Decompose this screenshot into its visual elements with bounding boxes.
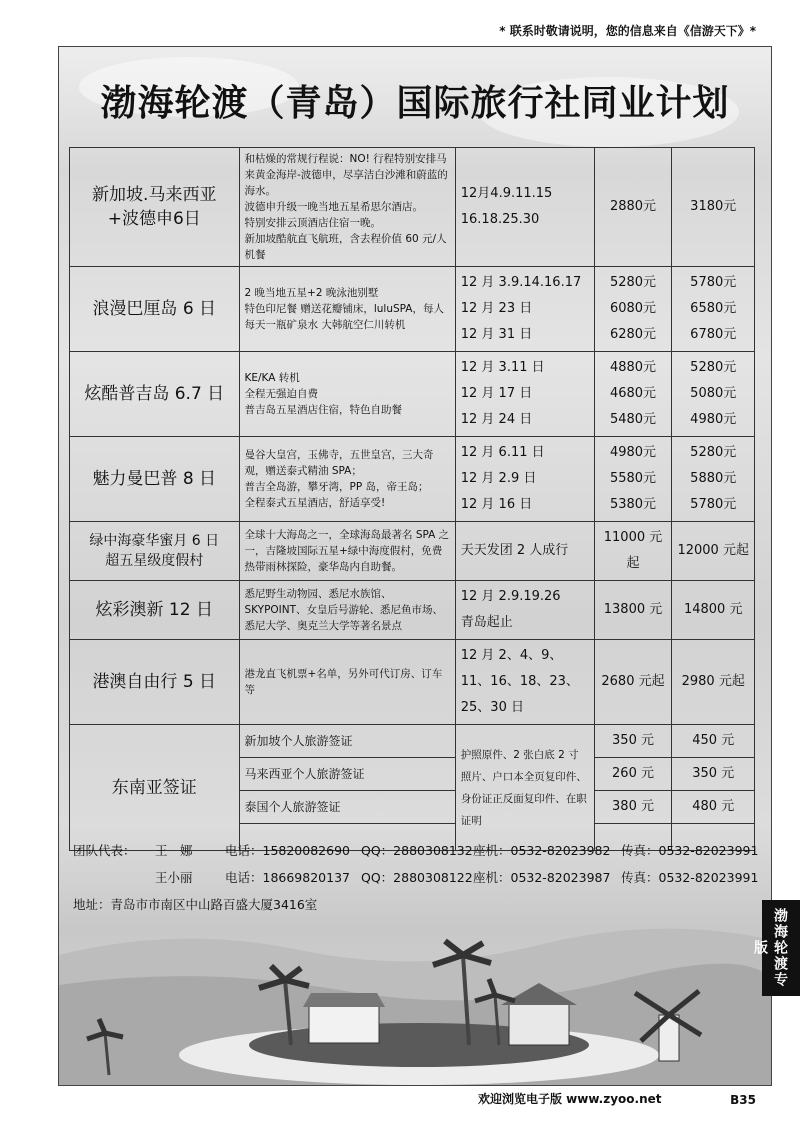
address: 地址：青岛市市南区中山路百盛大厦3416室 xyxy=(73,897,318,912)
table-row xyxy=(70,352,755,437)
text-line: 港龙直飞机票+名单，另外可代订房、订车等 xyxy=(244,668,443,696)
peer-price xyxy=(594,267,672,352)
retail-price xyxy=(672,352,755,437)
text-line: 5380元 xyxy=(609,497,657,512)
text-line: 12 月 24 日 xyxy=(460,412,533,427)
text-line: 12 月 17 日 xyxy=(460,386,533,401)
text-line: 12 月 2.9.19.26 xyxy=(460,589,561,604)
retail-price xyxy=(672,791,755,824)
contact-row xyxy=(73,864,763,891)
text-line: 2980 元起 xyxy=(681,674,745,689)
contact-label: 团队代表： xyxy=(73,843,136,858)
text-line: 12 月 31 日 xyxy=(460,327,533,342)
text-line: 12 月 2、4、9、11、16、18、23、25、30 日 xyxy=(460,648,579,715)
text-line: 5280元 xyxy=(690,360,737,375)
route-name xyxy=(70,352,240,437)
visa-category xyxy=(70,725,240,851)
route-name xyxy=(70,640,240,725)
route-description xyxy=(239,352,455,437)
retail-price xyxy=(672,758,755,791)
peer-price xyxy=(594,758,672,791)
text-line: 3180元 xyxy=(690,199,737,214)
text-line: 护照原件、2 张白底 2 寸照片、户口本全页复印件、身份证正反面复印件、在职证明 xyxy=(460,748,587,827)
table-row xyxy=(70,581,755,640)
text-line: 6580元 xyxy=(690,301,737,316)
visa-name xyxy=(239,725,455,758)
text-line: 泰国个人旅游签证 xyxy=(244,800,341,814)
route-description xyxy=(239,267,455,352)
plan-panel xyxy=(58,46,772,1086)
text-line: 5280元 xyxy=(609,275,657,290)
retail-price xyxy=(672,725,755,758)
text-line: 起 xyxy=(626,556,640,571)
table-row xyxy=(70,148,755,267)
contact-phone[interactable]: 电话：18669820137 xyxy=(225,870,350,885)
text-line: 绿中海豪华蜜月 6 日 xyxy=(89,533,220,549)
text-line: 4880元 xyxy=(609,360,657,375)
retail-price xyxy=(672,581,755,640)
text-line: 5580元 xyxy=(609,471,657,486)
text-line: 特别安排云顶酒店住宿一晚。 xyxy=(244,217,381,229)
visa-name xyxy=(239,791,455,824)
visa-row xyxy=(70,725,755,758)
visa-requirements xyxy=(455,725,594,851)
text-line: 马来西亚个人旅游签证 xyxy=(244,767,365,781)
peer-price xyxy=(594,640,672,725)
departure-dates xyxy=(455,581,594,640)
text-line: 5780元 xyxy=(690,497,737,512)
text-line: 12月4.9.11.15 xyxy=(460,186,553,201)
page-title: 渤海轮渡（青岛）国际旅行社同业计划 xyxy=(100,83,730,124)
text-line: 260 元 xyxy=(612,766,654,781)
text-line: 浪漫巴厘岛 6 日 xyxy=(92,299,217,319)
peer-price xyxy=(594,581,672,640)
text-line: 5880元 xyxy=(690,471,737,486)
peer-price xyxy=(594,148,672,267)
text-line: 每天一瓶矿泉水 大韩航空仁川转机 xyxy=(244,319,406,331)
page-number: B35 xyxy=(730,1093,756,1107)
text-line: 新加坡酷航直飞航班，含去程价值 60 元/人机餐 xyxy=(244,233,447,261)
route-name xyxy=(70,581,240,640)
peer-price xyxy=(594,522,672,581)
departure-dates xyxy=(455,352,594,437)
text-line: 4980元 xyxy=(690,412,737,427)
table-row xyxy=(70,640,755,725)
text-line: 12 月 2.9 日 xyxy=(460,471,537,486)
text-line: 6780元 xyxy=(690,327,737,342)
contact-landline[interactable]: 座机：0532-82023982 xyxy=(473,843,611,858)
text-line: 特色印尼餐 赠送花瓣铺床，luluSPA，每人 xyxy=(244,303,444,315)
route-description xyxy=(239,437,455,522)
peer-price xyxy=(594,725,672,758)
text-line: 炫彩澳新 12 日 xyxy=(95,600,213,620)
text-line: 普吉全岛游，攀牙湾，PP 岛，帝王岛； xyxy=(244,481,429,493)
text-line: 6280元 xyxy=(609,327,657,342)
route-description xyxy=(239,581,455,640)
text-line: 超五星级度假村 xyxy=(105,553,204,569)
departure-dates xyxy=(455,437,594,522)
contact-row xyxy=(73,837,763,864)
departure-dates xyxy=(455,522,594,581)
route-name xyxy=(70,148,240,267)
text-line: 12 月 3.9.14.16.17 xyxy=(460,275,582,290)
retail-price xyxy=(672,437,755,522)
text-line: 东南亚签证 xyxy=(111,777,197,798)
visa-name xyxy=(239,758,455,791)
contact-name: 王 娜 xyxy=(155,843,193,858)
contact-qq[interactable]: QQ：2880308132 xyxy=(361,843,473,858)
text-line: 和枯燥的常规行程说：NO! 行程特别安排马来黄金海岸-波德申，尽享洁白沙滩和蔚蓝的海水。 xyxy=(244,153,448,197)
text-line: 5080元 xyxy=(690,386,737,401)
text-line: 350 元 xyxy=(692,766,735,781)
contact-landline[interactable]: 座机：0532-82023987 xyxy=(473,870,611,885)
text-line: 350 元 xyxy=(612,733,654,748)
contact-phone[interactable]: 电话：15820082690 xyxy=(225,843,350,858)
island-illustration xyxy=(59,895,772,1085)
text-line: 全球十大海岛之一，全球海岛最著名 SPA 之一，吉隆坡国际五星+绿中海度假村，免费热带雨林探险，豪华岛内自助餐。 xyxy=(244,529,450,573)
contact-fax: 传真：0532-82023991 xyxy=(621,870,759,885)
contact-qq[interactable]: QQ：2880308122 xyxy=(361,870,473,885)
text-line: 12000 元起 xyxy=(677,543,749,558)
table-row xyxy=(70,437,755,522)
text-line: 新加坡个人旅游签证 xyxy=(244,734,353,748)
text-line: 16.18.25.30 xyxy=(460,212,540,227)
departure-dates xyxy=(455,148,594,267)
departure-dates xyxy=(455,267,594,352)
text-line: 天天发团 2 人成行 xyxy=(460,543,569,558)
text-line: 曼谷大皇宫，玉佛寺，五世皇宫，三大奇观，赠送泰式精油 SPA； xyxy=(244,449,434,477)
route-name xyxy=(70,267,240,352)
section-side-tab: 渤海轮渡专版 xyxy=(762,900,800,996)
text-line: 5280元 xyxy=(690,445,737,460)
tour-plan-table xyxy=(69,147,755,851)
text-line: 悉尼野生动物园、悉尼水族馆、SKYPOINT、女皇后号游轮、悉尼鱼市场、悉尼大学、奥克兰大学等著名景点 xyxy=(244,588,444,632)
text-line: 450 元 xyxy=(692,733,735,748)
retail-price xyxy=(672,267,755,352)
text-line: 12 月 3.11 日 xyxy=(460,360,545,375)
route-description xyxy=(239,640,455,725)
text-line: 新加坡.马来西亚 xyxy=(92,185,217,205)
table-row xyxy=(70,522,755,581)
text-line: 5780元 xyxy=(690,275,737,290)
route-description xyxy=(239,148,455,267)
route-name xyxy=(70,437,240,522)
text-line: KE/KA 转机 xyxy=(244,372,300,384)
retail-price xyxy=(672,640,755,725)
peer-price xyxy=(594,791,672,824)
text-line: 青岛起止 xyxy=(460,615,513,630)
text-line: 14800 元 xyxy=(683,602,743,617)
text-line: +波德申6日 xyxy=(107,209,201,229)
text-line: 6080元 xyxy=(609,301,657,316)
text-line: 炫酷普吉岛 6.7 日 xyxy=(84,384,225,404)
text-line: 380 元 xyxy=(612,799,654,814)
website-footer[interactable]: 欢迎浏览电子版 www.zyoo.net xyxy=(478,1092,662,1106)
departure-dates xyxy=(455,640,594,725)
route-description xyxy=(239,522,455,581)
text-line: 魅力曼巴普 8 日 xyxy=(92,469,217,489)
text-line: 11000 元 xyxy=(603,530,663,545)
text-line: 4680元 xyxy=(609,386,657,401)
text-line: 波德申升级一晚当地五星希思尔酒店。 xyxy=(244,201,423,213)
text-line: 港澳自由行 5 日 xyxy=(92,672,217,692)
text-line: 2880元 xyxy=(609,199,657,214)
text-line: 13800 元 xyxy=(603,602,663,617)
text-line: 2 晚当地五星+2 晚泳池别墅 xyxy=(244,287,379,299)
text-line: 12 月 23 日 xyxy=(460,301,533,316)
text-line: 普吉岛五星酒店住宿，特色自助餐 xyxy=(244,404,402,416)
text-line: 12 月 6.11 日 xyxy=(460,445,545,460)
text-line: 4980元 xyxy=(609,445,657,460)
contact-fax: 传真：0532-82023991 xyxy=(621,843,759,858)
source-notice: * 联系时敬请说明，您的信息来自《信游天下》* xyxy=(499,24,756,38)
text-line: 2680 元起 xyxy=(601,674,665,689)
text-line: 全程泰式五星酒店，舒适享受! xyxy=(244,497,386,509)
contact-name: 王小丽 xyxy=(155,870,193,885)
text-line: 480 元 xyxy=(692,799,735,814)
peer-price xyxy=(594,437,672,522)
route-name xyxy=(70,522,240,581)
table-row xyxy=(70,267,755,352)
peer-price xyxy=(594,352,672,437)
retail-price xyxy=(672,522,755,581)
retail-price xyxy=(672,148,755,267)
text-line: 5480元 xyxy=(609,412,657,427)
text-line: 全程无强迫自费 xyxy=(244,388,318,400)
text-line: 12 月 16 日 xyxy=(460,497,533,512)
